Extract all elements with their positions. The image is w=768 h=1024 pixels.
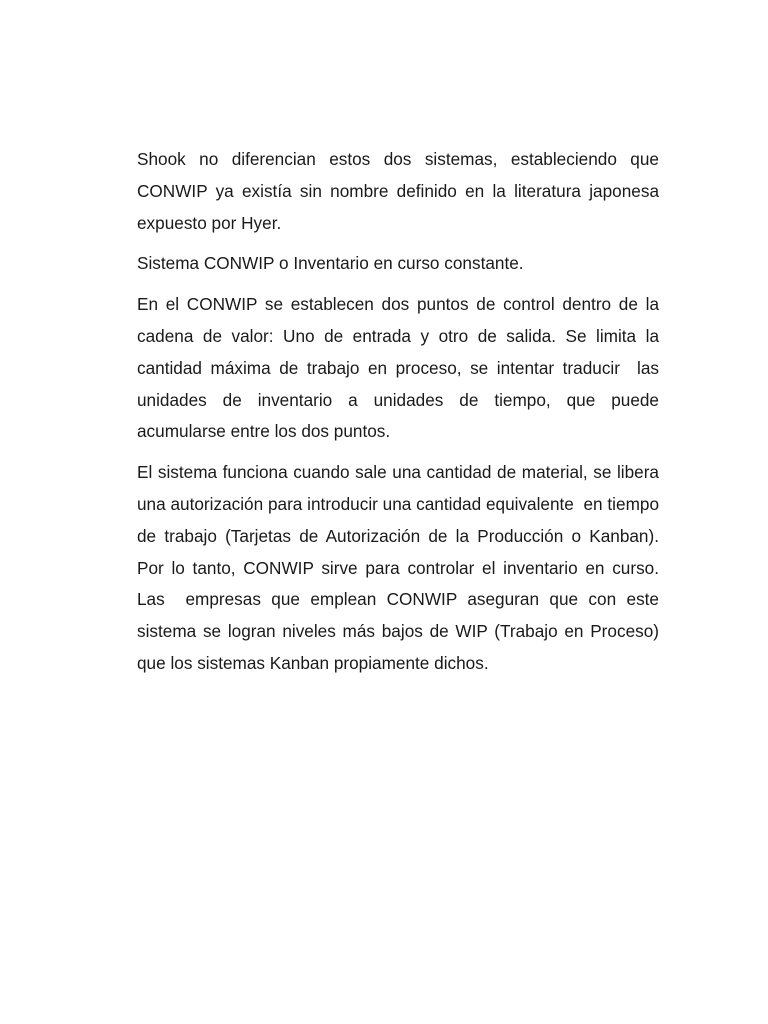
paragraph-system-function: El sistema funciona cuando sale una cantidad de material, se libera una autorización para introducir una cantidad equivalente en tiempo de trabajo (Tarjetas de Autorización de la Producción o Kanban). Por lo tanto, CONWIP sirve para controlar el inventario en curso. Las empresas que emplean CONWIP aseguran que con este sistema se logran niveles más bajos de WIP (Trabajo en Proceso) que los sistemas Kanban propiamente dichos. bbox=[137, 462, 669, 673]
paragraph-control-points: En el CONWIP se establecen dos puntos de control dentro de la cadena de valor: Uno de entrada y otro de salida. Se limita la cantidad máxima de trabajo en proceso, se intentar traducir las unidades de inventario a unidades de tiempo, que puede acumularse entre los dos puntos. bbox=[137, 294, 664, 442]
section-heading-conwip: Sistema CONWIP o Inventario en curso constante. bbox=[137, 253, 524, 274]
document-body bbox=[137, 144, 669, 680]
paragraph-shook: Shook no diferencian estos dos sistemas, estableciendo que CONWIP ya existía sin nombre definido en la literatura japonesa expuesto por Hyer. bbox=[137, 149, 664, 233]
